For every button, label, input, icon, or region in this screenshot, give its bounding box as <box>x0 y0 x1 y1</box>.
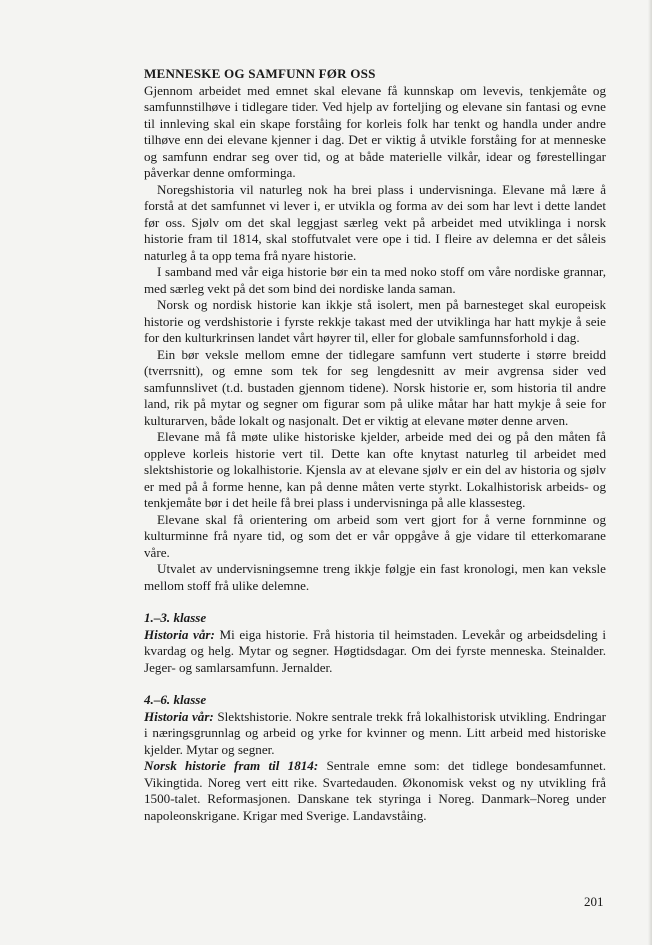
entry-text: Sentrale emne som: det tidlege bondesamfunnet. Vikingtida. Noreg vert eitt rike. Svartedauden. Økonomisk vekst og ny utvikling frå 1500-talet. Reformasjonen. Danskane tek styringa i Noreg. Danmark–Noreg under napoleonskrigane. Krigar med Sverige. Landavståing. <box>144 758 606 823</box>
grade-heading: 4.–6. klasse <box>144 692 207 707</box>
paragraph: I samband med vår eiga historie bør ein ta med noko stoff om våre nordiske grannar, med særleg vekt på det som bind dei nordiske landa saman. <box>144 264 606 296</box>
grade-heading: 1.–3. klasse <box>144 610 207 625</box>
document-body <box>144 66 606 824</box>
paragraph: Gjennom arbeidet med emnet skal elevane få kunnskap om levevis, tenkjemåte og samfunnstilhøve i tidlegare tider. Ved hjelp av forteljing og elevane sin fantasi og evne til innleving skal ein skape forståing for korleis folk har tenkt og handla under andre tilhøve enn dei elevane kjenner i dag. Det er viktig å utvikle forståing for at menneske og samfunn endrar seg over tid, og at både materielle vilkår, idear og førestellingar påverkar denne omforminga. <box>144 82 606 180</box>
paragraph: Elevane må få møte ulike historiske kjelder, arbeide med dei og på den måten få oppleve korleis historie vert til. Dette kan ofte knytast naturleg til arbeidet med slektshistorie og lokalhistorie. Kjensla av at elevane sjølv er ein del av historia og sjølv er med på å forme henne, kan på denne måten verte styrkt. Lokalhistorisk arbeids- og tenkjemåte bør i det heile få brei plass i undervisninga på alle klassesteg. <box>144 429 606 510</box>
paragraph: Ein bør veksle mellom emne der tidlegare samfunn vert studerte i større breidd (tverrsnitt), og emne som tek for seg lengdesnitt av meir avgrensa sider ved samfunnslivet (t.d. bustaden gjennom tidene). Norsk historie er, som historia til andre land, rik på mytar og segner om figurar som på ulike måtar har hatt mykje å seie for kulturarven, både lokalt og nasjonalt. Det er viktig at elevane møter denne arven. <box>144 346 606 428</box>
page-edge <box>648 0 652 945</box>
curriculum-entry <box>144 758 606 824</box>
paragraph: Elevane skal få orientering om arbeid som vert gjort for å verne fornminne og kulturminne frå nyare tid, og som det er vår oppgåve å gje vidare til etterkomarane våre. <box>144 511 606 560</box>
curriculum-entry <box>144 709 606 759</box>
entry-label: Historia vår: <box>144 708 214 724</box>
entry-text: Mi eiga historie. Frå historia til heimstaden. Levekår og arbeidsdeling i kvardag og helg. Mytar og segner. Høgtidsdagar. Om dei fyrste menneska. Steinalder. Jeger- og samlarsamfunn. Jernalder. <box>144 626 606 675</box>
paragraph: Utvalet av undervisningsemne treng ikkje følgje ein fast kronologi, men kan veksle mellom stoff frå ulike delemne. <box>144 561 606 593</box>
entry-label: Norsk historie fram til 1814: <box>144 758 319 773</box>
paragraph: Norsk og nordisk historie kan ikkje stå isolert, men på barnesteget skal europeisk historie og verdshistorie i fyrste rekkje takast med der utviklinga har hatt mykje å seie for den kulturkrinsen landet vårt høyrer til, eller for globale samfunnsforhold i dag. <box>144 297 606 345</box>
curriculum-entry <box>144 627 606 677</box>
entry-text: Slektshistorie. Nokre sentrale trekk frå lokalhistorisk utvikling. Endringar i næringsgrunnlag og arbeid og yrke for kvinner og menn. Litt arbeid med historiske kjelder. Mytar og segner. <box>144 708 606 757</box>
page-number: 201 <box>584 894 604 909</box>
section-heading: MENNESKE OG SAMFUNN FØR OSS <box>144 66 376 81</box>
entry-label: Historia vår: <box>144 626 215 642</box>
paragraph: Noregshistoria vil naturleg nok ha brei plass i undervisninga. Elevane må lære å forstå at det samfunnet vi lever i, er utvikla og forma av dei som har levt i dette landet før oss. Sjølv om det skal leggjast særleg vekt på arbeidet med utviklinga i norsk historie fram til 1814, skal stoffutvalet vere ope i tid. I fleire av delemna er det såleis naturleg å ta opp tema frå nyare historie. <box>144 181 606 263</box>
